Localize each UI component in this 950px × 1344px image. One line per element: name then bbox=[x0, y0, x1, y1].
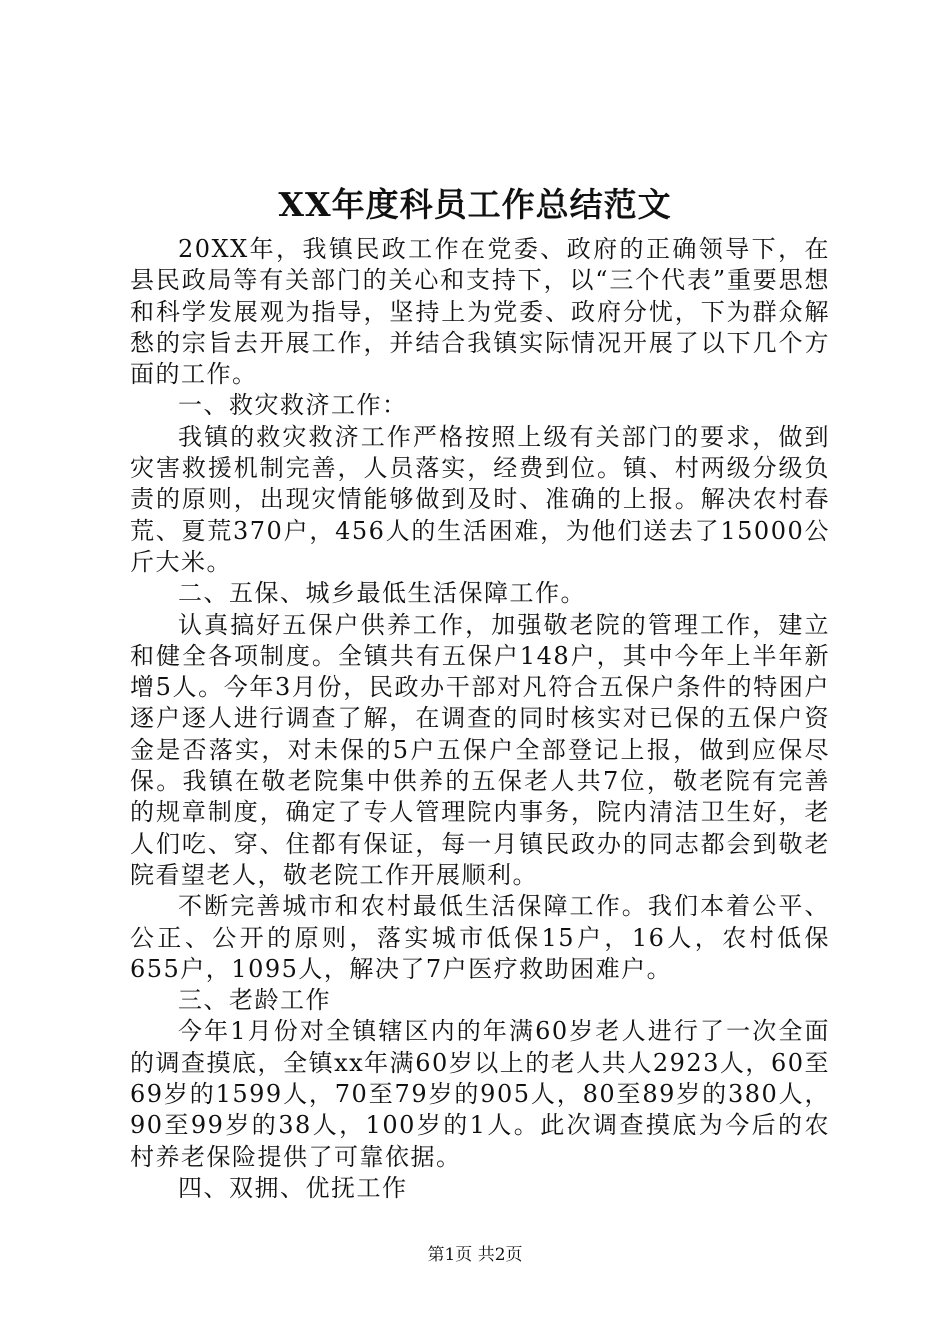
document-title: XX年度科员工作总结范文 bbox=[278, 185, 672, 224]
section-heading-disaster-relief: 一、救灾救济工作： bbox=[178, 391, 408, 420]
paragraph-disaster-relief: 我镇的救灾救济工作严格按照上级有关部门的要求，做到灾害救援机制完善，人员落实，经费到位。镇、村两级分级负责的原则，出现灾情能够做到及时、准确的上报。解决农村春荒、夏荒370户，456人的生活困难，为他们送去了15000公斤大米。 bbox=[130, 422, 830, 576]
section-heading-elderly: 三、老龄工作 bbox=[178, 986, 331, 1015]
paragraph-elderly: 今年1月份对全镇辖区内的年满60岁老人进行了一次全面的调查摸底，全镇xx年满60岁以上的老人共人2923人，60至69岁的1599人，70至79岁的905人，80至89岁的380人，90至99岁的38人，100岁的1人。此次调查摸底为今后的农村养老保险提供了可靠依据。 bbox=[130, 1017, 830, 1171]
document-body bbox=[130, 234, 830, 1204]
paragraph-intro: 20XX年，我镇民政工作在党委、政府的正确领导下，在县民政局等有关部门的关心和支持下，以“三个代表”重要思想和科学发展观为指导，坚持上为党委、政府分忧，下为群众解愁的宗旨去开展工作，并结合我镇实际情况开展了以下几个方面的工作。 bbox=[130, 235, 830, 389]
section-heading-five-guarantees: 二、五保、城乡最低生活保障工作。 bbox=[178, 579, 586, 608]
paragraph-minimum-living: 不断完善城市和农村最低生活保障工作。我们本着公平、公正、公开的原则，落实城市低保15户，16人，农村低保655户，1095人，解决了7户医疗救助困难户。 bbox=[130, 892, 830, 983]
page-indicator: 第1页 共2页 bbox=[427, 1245, 523, 1265]
section-heading-support-army: 四、双拥、优抚工作 bbox=[178, 1173, 408, 1202]
paragraph-five-guarantees: 认真搞好五保户供养工作，加强敬老院的管理工作，建立和健全各项制度。全镇共有五保户148户，其中今年上半年新增5人。今年3月份，民政办干部对凡符合五保户条件的特困户逐户逐人进行调查了解，在调查的同时核实对已保的五保户资金是否落实，对未保的5户五保户全部登记上报，做到应保尽保。我镇在敬老院集中供养的五保老人共7位，敬老院有完善的规章制度，确定了专人管理院内事务，院内清洁卫生好，老人们吃、穿、住都有保证，每一月镇民政办的同志都会到敬老院看望老人，敬老院工作开展顺利。 bbox=[130, 610, 830, 889]
